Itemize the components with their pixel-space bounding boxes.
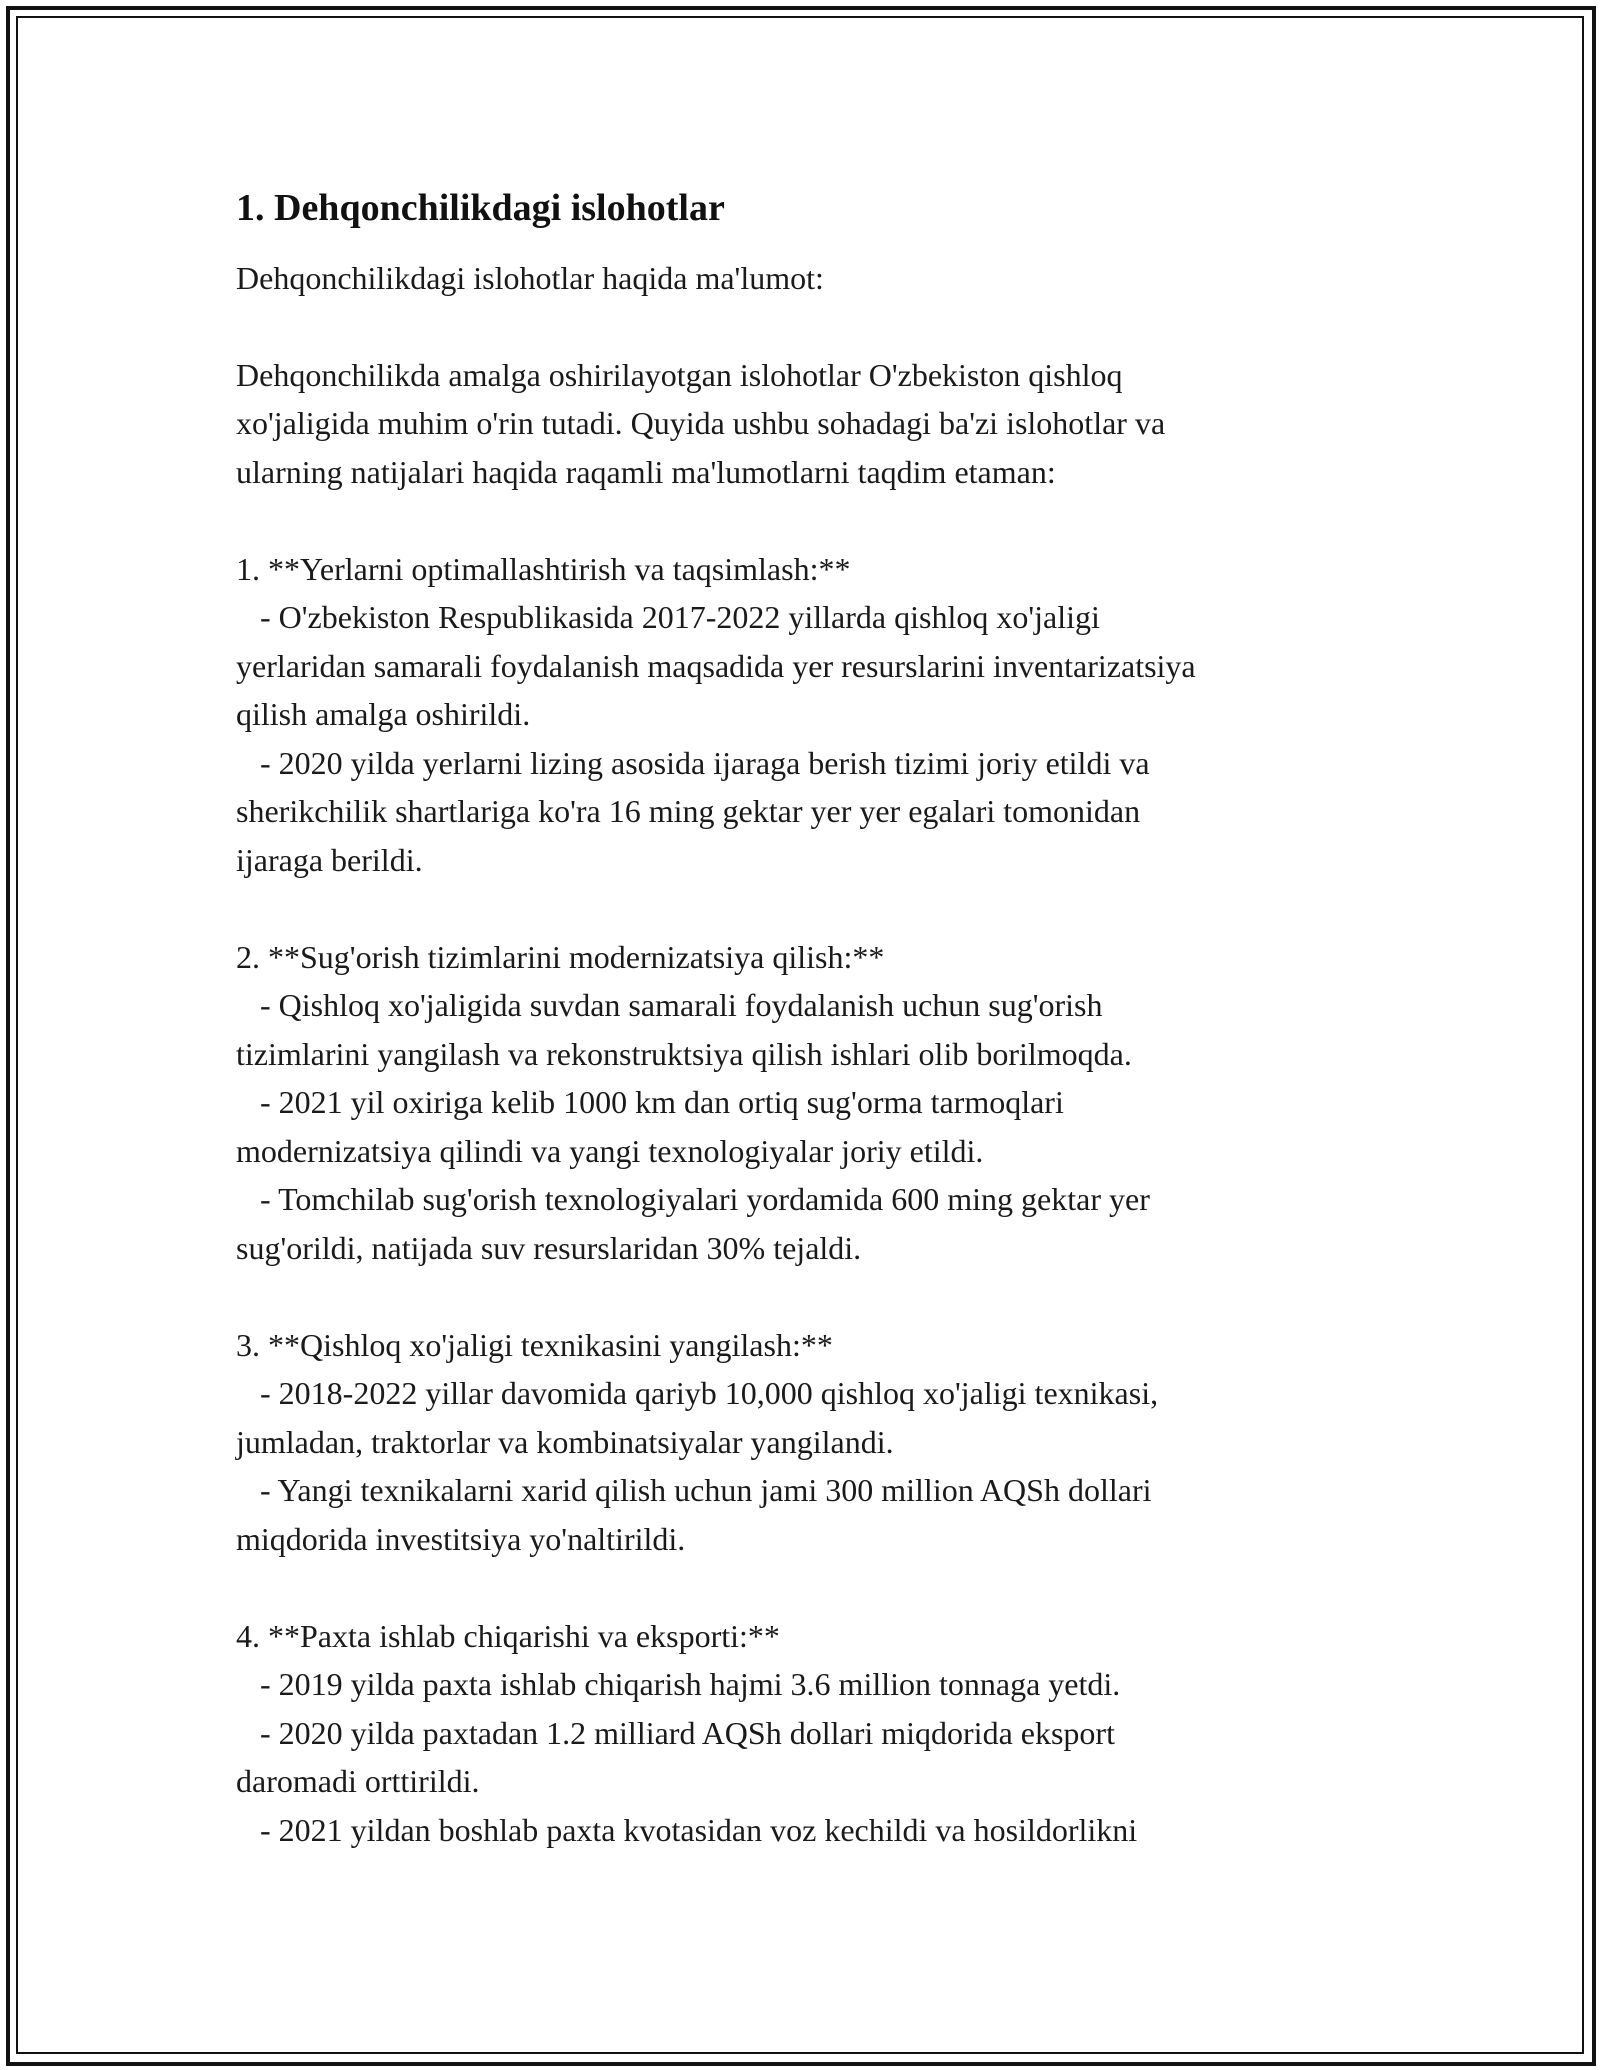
document-body: Dehqonchilikdagi islohotlar haqida ma'lumot: Dehqonchilikda amalga oshirilayotgan islohotlar O'zbekiston qishloq xo'jaligida muhim o'rin tutadi. Quyida ushbu sohadagi ba'zi islohotlar va ularning natijalari haqida raqamli ma'lumotlarni taqdim etaman: 1. **Yerlarni optimallashtirish va taqsimlash:** - O'zbekiston Respublikasida 2017-2022 yillarda qishloq xo'jaligi yerlaridan samarali foydalanish maqsadida yer resurslarini inventarizatsiya qilish amalga oshirildi. - 2020 yilda yerlarni lizing asosida ijaraga berish tizimi joriy etildi va sherikchilik shartlariga ko'ra 16 ming gektar yer yer egalari tomonidan ijaraga berildi. 2. **Sug'orish tizimlarini modernizatsiya qilish:** - Qishloq xo'jaligida suvdan samarali foydalanish uchun sug'orish tizimlarini yangilash va rekonstruktsiya qilish ishlari olib borilmoqda. - 2021 yil oxiriga kelib 1000 km dan ortiq sug'orma tarmoqlari modernizatsiya qilindi va yangi texnologiyalar joriy etildi. - Tomchilab sug'orish texnologiyalari yordamida 600 ming gektar yer sug'orildi, natijada suv resurslaridan 30% tejaldi. 3. **Qishloq xo'jaligi texnikasini yangilash:** - 2018-2022 yillar davomida qariyb 10,000 qishloq xo'jaligi texnikasi, jumladan, traktorlar va kombinatsiyalar yangilandi. - Yangi texnikalarni xarid qilish uchun jami 300 million AQSh dollari miqdorida investitsiya yo'naltirildi. 4. **Paxta ishlab chiqarishi va eksporti:** - 2019 yilda paxta ishlab chiqarish hajmi 3.6 million tonnaga yetdi. - 2020 yilda paxtadan 1.2 milliard AQSh dollari miqdorida eksport daromadi orttirildi. - 2021 yildan boshlab paxta kvotasidan voz kechildi va hosildorlikni <box>236 259 1196 1848</box>
document-content <box>236 186 1376 1854</box>
document-heading: 1. Dehqonchilikdagi islohotlar <box>236 187 725 229</box>
